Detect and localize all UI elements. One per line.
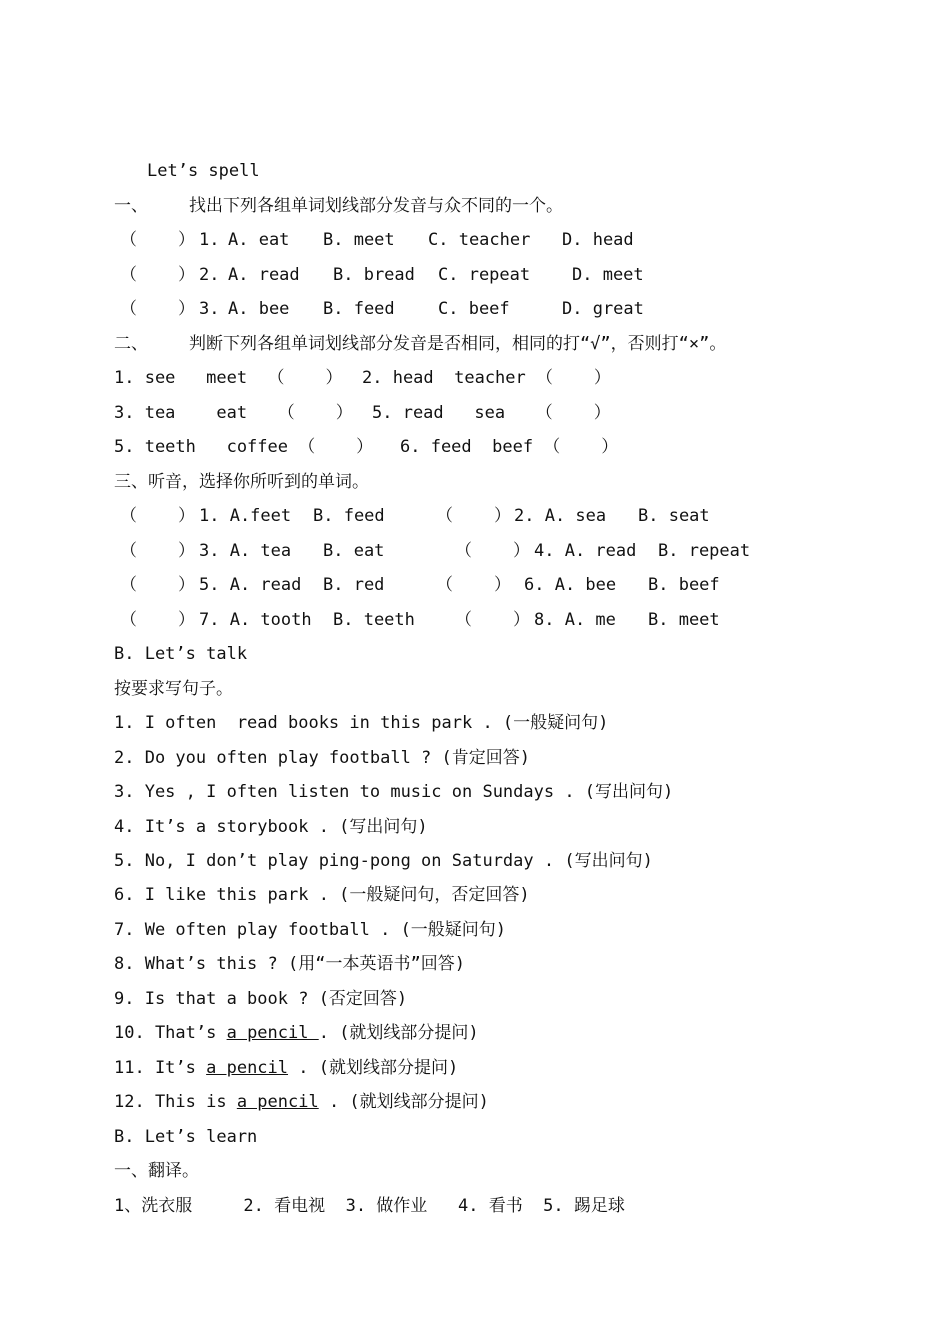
listening-option-a: 5. A. read (199, 575, 302, 595)
option-b: B. meet (323, 230, 395, 250)
sentence-text: 12. This is (114, 1092, 237, 1112)
translation-items: 1、洗衣服 2. 看电视 3. 做作业 4. 看书 5. 踢足球 (114, 1196, 625, 1216)
part1-item-2 (114, 261, 814, 289)
answer-bracket: （ ） (120, 265, 195, 285)
answer-bracket: （ ） (455, 541, 530, 561)
option-a: A. bee (228, 299, 290, 319)
part3-row-3 (114, 571, 814, 599)
part1-item-1 (114, 226, 814, 254)
answer-bracket: （ ） (120, 541, 195, 561)
sentence-10 (114, 1019, 479, 1047)
sentence-text: 11. It’s (114, 1058, 207, 1078)
listening-option-a: 8. A. me (534, 610, 616, 630)
sentence-3: 3. Yes , I often listen to music on Sundays . (写出问句) (114, 782, 674, 802)
answer-bracket: （ ） (120, 506, 195, 526)
answer-bracket: （ ） (455, 610, 530, 630)
listening-option-a: 2. A. sea (514, 506, 607, 526)
listening-option-b: B. repeat (658, 541, 751, 561)
sentence-instruction: . (就划线部分提问) (288, 1058, 459, 1078)
talk-instruction: 按要求写句子。 (114, 679, 233, 699)
part3-row-2 (114, 537, 814, 565)
option-d: D. great (562, 299, 644, 319)
question-number: 2. (199, 265, 220, 285)
sentence-11 (114, 1054, 458, 1082)
sentence-1: 1. I often read books in this park . (一般疑问句) (114, 713, 609, 733)
part2-row-1 (114, 364, 814, 392)
sentence-9: 9. Is that a book ? (否定回答) (114, 989, 408, 1009)
section-title-lets-spell: Let’s spell (147, 161, 260, 181)
part1-item-3 (114, 295, 814, 323)
listening-option-a: 7. A. tooth (199, 610, 312, 630)
sentence-text: 10. That’s (114, 1023, 227, 1043)
listening-option-a: 4. A. read (534, 541, 637, 561)
pair-left: 1. see meet （ ） (114, 368, 343, 388)
question-number: 1. (199, 230, 220, 250)
part3-row-4 (114, 606, 814, 634)
sentence-8: 8. What’s this ? (用“一本英语书”回答) (114, 954, 465, 974)
part3-row-1 (114, 502, 814, 530)
sentence-5: 5. No, I don’t play ping-pong on Saturday . (写出问句) (114, 851, 653, 871)
listening-option-b: B. meet (648, 610, 720, 630)
answer-bracket: （ ） (120, 299, 195, 319)
listening-option-b: B. red (323, 575, 385, 595)
answer-bracket: （ ） (120, 230, 195, 250)
underlined-phrase: a pencil (226, 1023, 319, 1043)
pair-left: 5. teeth coffee （ ） (114, 437, 374, 457)
answer-bracket: （ ） (436, 575, 511, 595)
option-b: B. bread (333, 265, 415, 285)
listening-option-b: B. feed (313, 506, 385, 526)
part2-heading: 二、 判断下列各组单词划线部分发音是否相同，相同的打“√”，否则打“×”。 (114, 334, 727, 354)
part2-row-3 (114, 433, 814, 461)
sentence-7: 7. We often play football . (一般疑问句) (114, 920, 507, 940)
listening-option-a: 6. A. bee (524, 575, 617, 595)
option-a: A. eat (228, 230, 290, 250)
listening-option-b: B. seat (638, 506, 710, 526)
option-d: D. meet (572, 265, 644, 285)
part2-row-2 (114, 399, 814, 427)
part3-heading: 三、听音，选择你所听到的单词。 (114, 472, 369, 492)
pair-right: 5. read sea （ ） (372, 403, 611, 423)
sentence-instruction: . (就划线部分提问) (318, 1092, 489, 1112)
listening-option-b: B. eat (323, 541, 385, 561)
option-c: C. teacher (428, 230, 531, 250)
answer-bracket: （ ） (120, 610, 195, 630)
option-c: C. repeat (438, 265, 531, 285)
sentence-instruction: . (就划线部分提问) (318, 1023, 479, 1043)
listening-option-a: 1. A.feet (199, 506, 292, 526)
answer-bracket: （ ） (436, 506, 511, 526)
listening-option-a: 3. A. tea (199, 541, 292, 561)
question-number: 3. (199, 299, 220, 319)
answer-bracket: （ ） (120, 575, 195, 595)
learn-subheading: 一、翻译。 (114, 1161, 199, 1181)
option-d: D. head (562, 230, 634, 250)
option-b: B. feed (323, 299, 395, 319)
pair-left: 3. tea eat （ ） (114, 403, 353, 423)
option-c: C. beef (438, 299, 510, 319)
part1-heading: 一、 找出下列各组单词划线部分发音与众不同的一个。 (114, 196, 563, 216)
listening-option-b: B. teeth (333, 610, 415, 630)
sentence-2: 2. Do you often play football ? (肯定回答) (114, 748, 530, 768)
sentence-12 (114, 1088, 489, 1116)
sentence-6: 6. I like this park . (一般疑问句，否定回答) (114, 885, 530, 905)
option-a: A. read (228, 265, 300, 285)
section-heading-lets-learn: B. Let’s learn (114, 1127, 258, 1147)
listening-option-b: B. beef (648, 575, 720, 595)
section-heading-lets-talk: B. Let’s talk (114, 644, 248, 664)
underlined-phrase: a pencil (236, 1092, 319, 1112)
pair-right: 6. feed beef （ ） (400, 437, 619, 457)
underlined-phrase: a pencil (206, 1058, 289, 1078)
pair-right: 2. head teacher （ ） (362, 368, 611, 388)
sentence-4: 4. It’s a storybook . (写出问句) (114, 817, 428, 837)
